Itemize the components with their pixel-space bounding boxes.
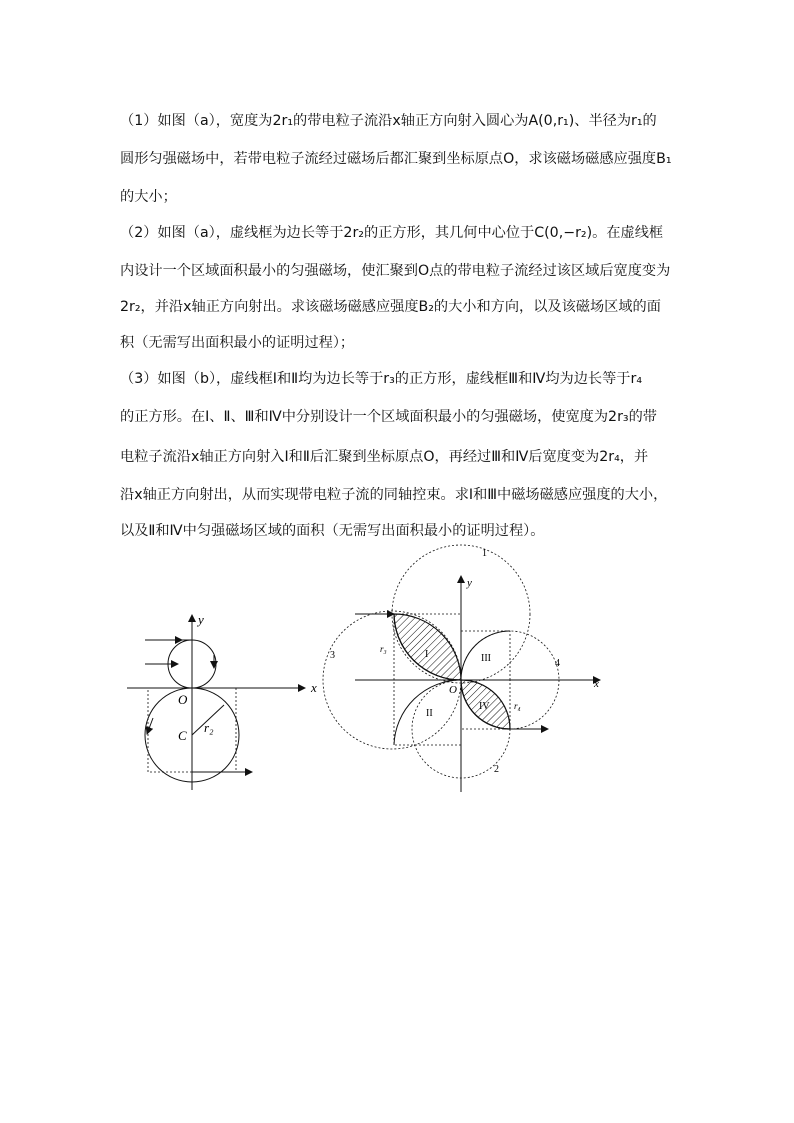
q3-line-4-text: 沿x轴正方向射出，从而实现带电粒子流的同轴控束。求Ⅰ和Ⅲ中磁场磁感应强度的大小， <box>120 487 668 503</box>
q1-line-1-text: （1）如图（a），宽度为2r₁的带电粒子流沿x轴正方向射入圆心为A(0,r₁)、半径为r₁的 <box>120 113 657 129</box>
q1-line-3-text: 的大小； <box>120 189 177 205</box>
fig-a-o-label: O <box>178 692 188 707</box>
fig-a-c-label: C <box>178 728 187 743</box>
fig-b-label-4: 4 <box>555 658 560 669</box>
fig-b-label-1: 1 <box>482 548 487 559</box>
fig-b-y-label: y <box>467 577 472 589</box>
q2-line-4-text: 积（无需写出面积最小的证明过程）； <box>120 335 355 351</box>
q3-line-1-text: （3）如图（b），虚线框Ⅰ和Ⅱ均为边长等于r₃的正方形，虚线框Ⅲ和Ⅳ均为边长等于r₄ <box>120 371 643 387</box>
fig-b-o-label: O <box>449 684 457 696</box>
fig-b-r3-label: r₃ <box>380 644 387 654</box>
fig-b-box-IV-label: IV <box>479 701 490 712</box>
q3-line-3-text: 电粒子流沿x轴正方向射入Ⅰ和Ⅱ后汇聚到坐标原点O，再经过Ⅲ和Ⅳ后宽度变为2r₄，并 <box>120 449 649 465</box>
fig-a-r2-label: r₂ <box>204 720 214 735</box>
q2-line-3-text: 2r₂，并沿x轴正方向射出。求该磁场磁感应强度B₂的大小和方向，以及该磁场区域的面 <box>120 299 661 315</box>
fig-b-box-II-label: II <box>426 708 433 719</box>
fig-b-label-3: 3 <box>330 650 335 661</box>
fig-b-lens-I <box>394 614 461 680</box>
fig-a-x-label: x <box>311 680 317 695</box>
fig-b-x-label: x <box>594 678 599 690</box>
q3-line-2-text: 的正方形。在Ⅰ、Ⅱ、Ⅲ和Ⅳ中分别设计一个区域面积最小的匀强磁场，使宽度为2r₃的带 <box>120 409 657 425</box>
fig-b-box-III-label: III <box>481 653 491 664</box>
q1-line-2-text: 圆形匀强磁场中，若带电粒子流经过磁场后都汇聚到坐标原点O，求该磁场磁感应强度B₁ <box>120 151 672 167</box>
q3-line-5-text: 以及Ⅱ和Ⅳ中匀强磁场区域的面积（无需写出面积最小的证明过程）。 <box>120 523 545 539</box>
fig-b-r4-label: r₄ <box>514 701 521 711</box>
q2-line-1-text: （2）如图（a），虚线框为边长等于2r₂的正方形，其几何中心位于C(0,−r₂)。在虚线框 <box>120 225 664 241</box>
q2-line-2-text: 内设计一个区域面积最小的匀强磁场，使汇聚到O点的带电粒子流经过该区域后宽度变为 <box>120 263 671 279</box>
fig-b-box-I-label: I <box>425 649 429 660</box>
fig-a-y-label: y <box>198 612 204 627</box>
fig-b-label-2: 2 <box>494 764 499 775</box>
